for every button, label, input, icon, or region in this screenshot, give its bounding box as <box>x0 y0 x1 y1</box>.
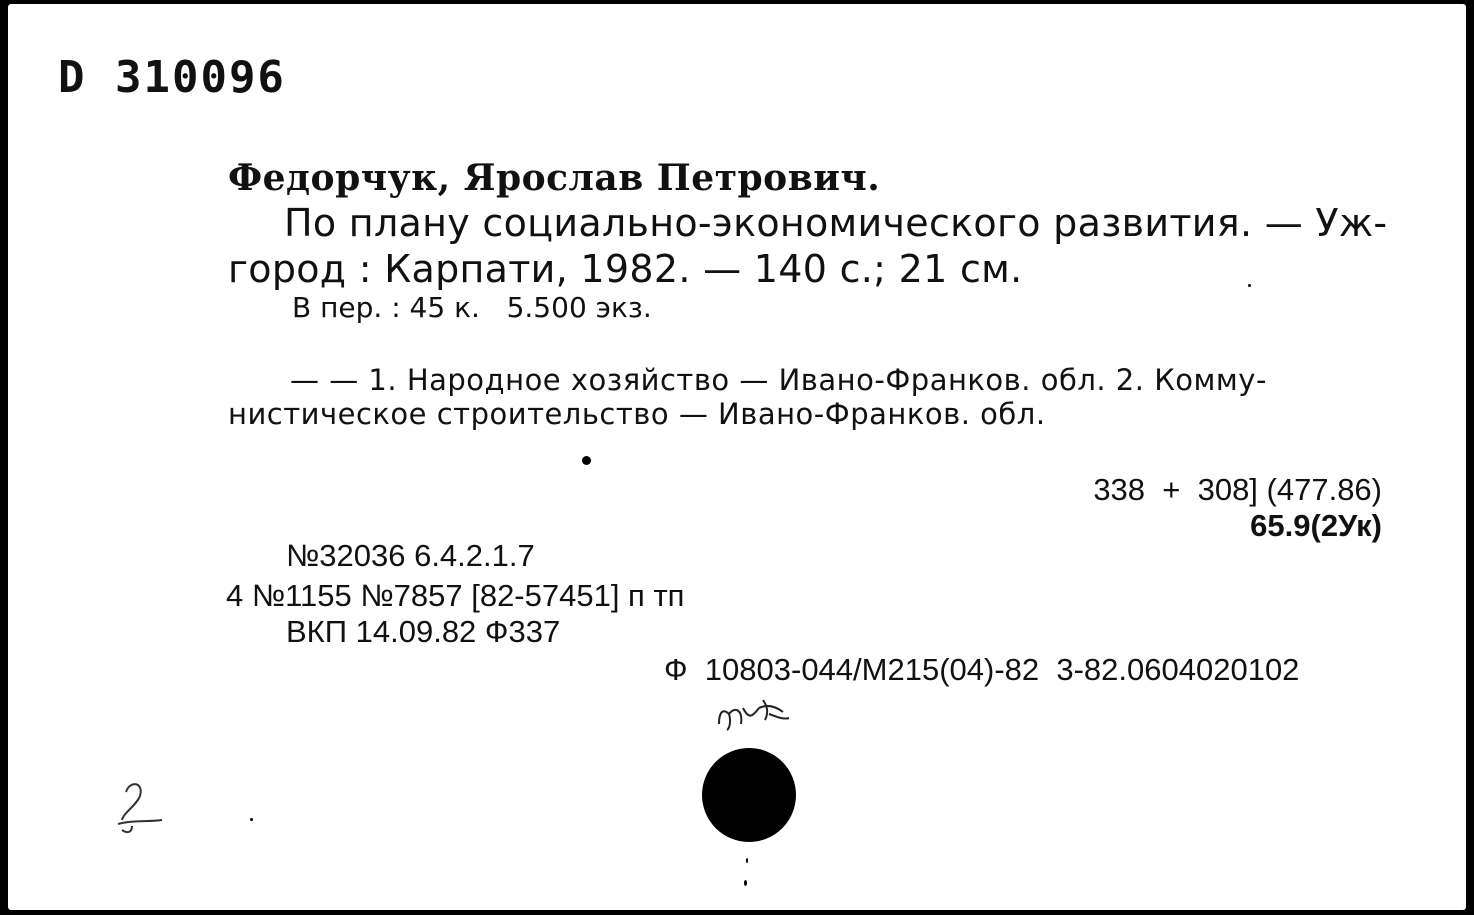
order-line-2: 4 №1155 №7857 [82-57451] п тп <box>226 578 685 613</box>
subjects-line-1: — — 1. Народное хозяйство — Ивано-Франков. обл. 2. Комму- <box>290 363 1267 397</box>
subjects-line-2: нистическое строительство — Ивано-Франков. обл. <box>228 397 1046 431</box>
ink-speck <box>744 880 747 886</box>
ink-dot <box>582 456 591 465</box>
price-circulation: В пер. : 45 к. 5.500 экз. <box>292 291 652 324</box>
product-code: Ф 10803-044/М215(04)-82 3-82.0604020102 <box>664 652 1300 687</box>
ink-speck <box>746 858 748 863</box>
bbk-index: 65.9(2Ук) <box>1250 508 1382 543</box>
handwritten-mark <box>108 774 178 844</box>
author-heading: Федорчук, Ярослав Петрович. <box>228 157 881 199</box>
order-line-3: ВКП 14.09.82 Ф337 <box>286 614 561 649</box>
ink-speck <box>1248 284 1251 287</box>
catalog-card <box>8 4 1466 910</box>
ink-speck <box>250 818 253 821</box>
order-line-1: №32036 6.4.2.1.7 <box>286 538 535 573</box>
handwritten-initials <box>713 694 803 739</box>
classification-index: 338 + 308] (477.86) <box>1093 472 1382 507</box>
title-line-2: город : Карпати, 1982. — 140 с.; 21 см. <box>228 247 1023 291</box>
punch-hole <box>702 748 796 842</box>
accession-number: D 310096 <box>58 52 286 103</box>
title-line-1: По плану социально-экономического развития. — Уж- <box>284 201 1388 245</box>
